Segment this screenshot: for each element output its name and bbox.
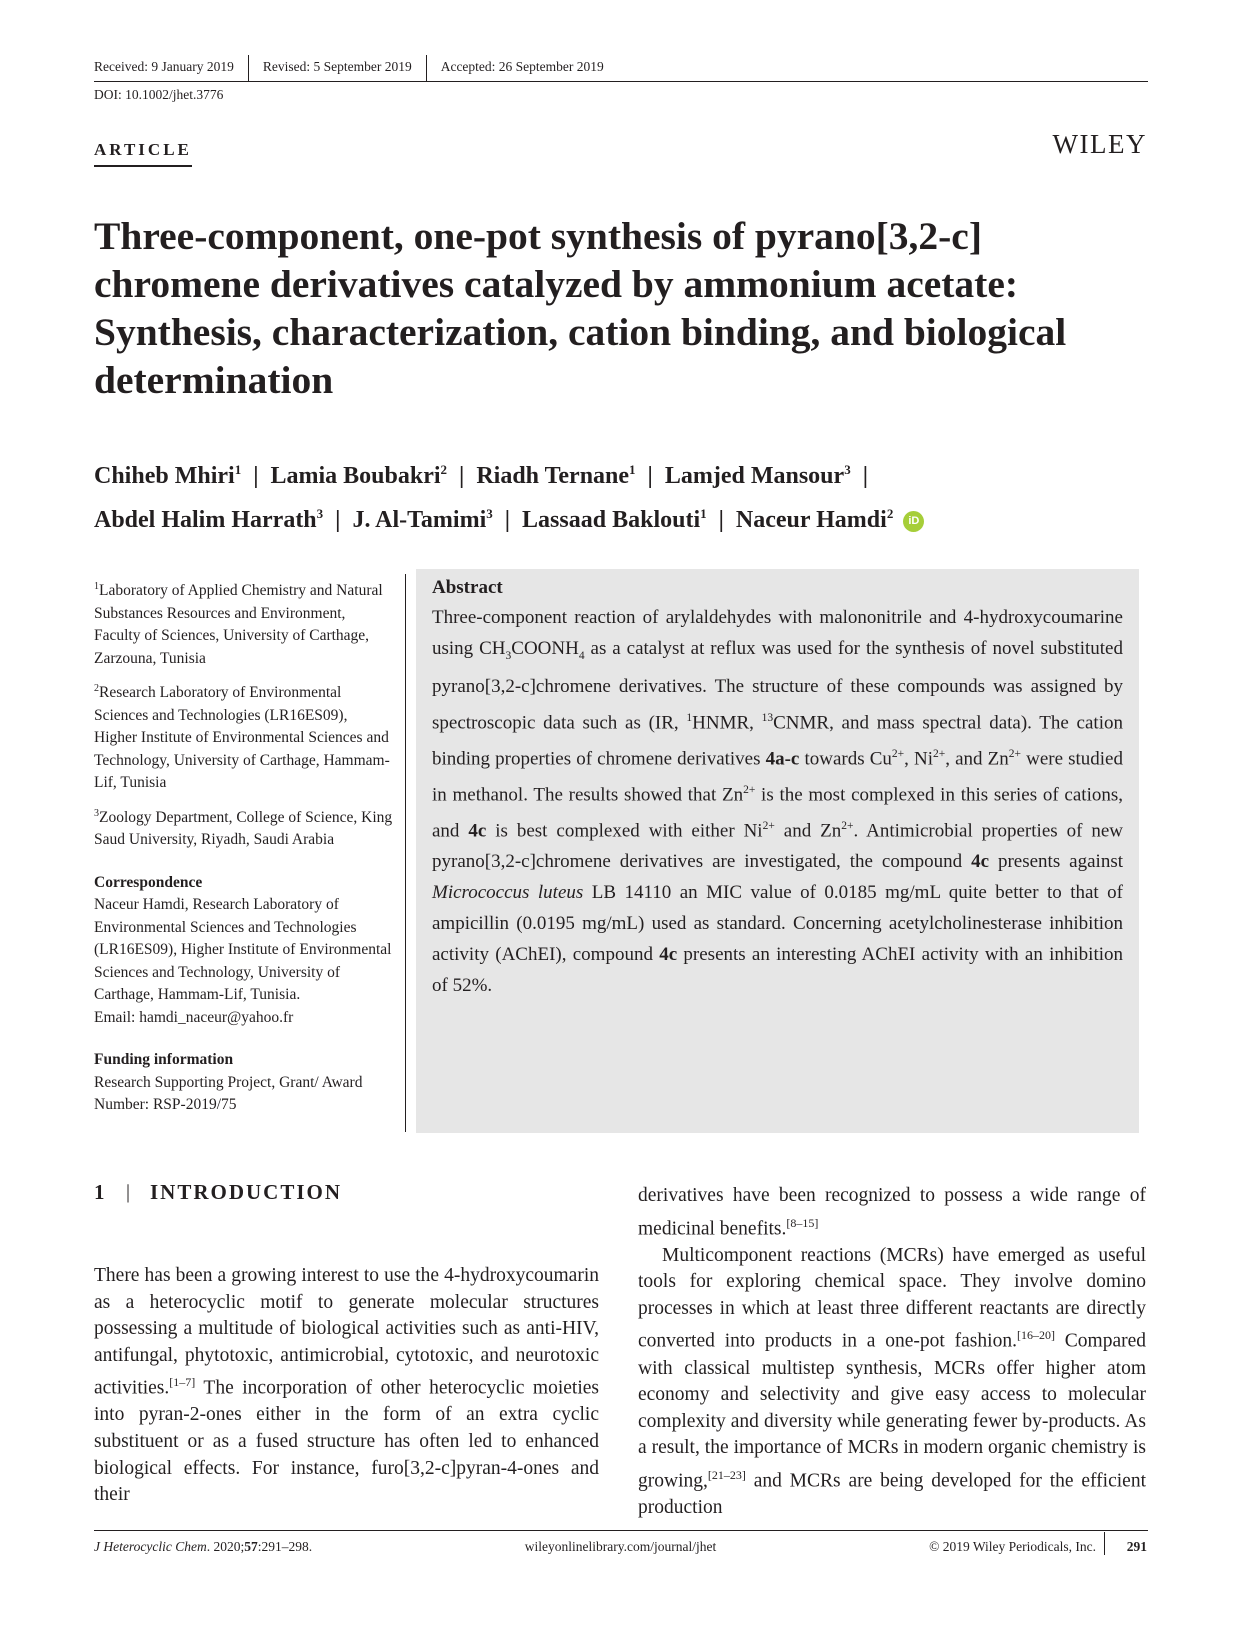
abstract-text: Three-component reaction of arylaldehydes with malononitrile and 4-hydroxycoumarine using $CH_3COONH_4$ as a catalyst at reflux was used for the synthesis of novel substituted pyrano[3,2-c]chromene derivatives. The structure of these compounds was assigned by spectroscopic data such as (IR, $^1$HNMR, $^{13}$CNMR, and mass spectral data). The cation binding properties of chromene derivatives 4a-c towards $Cu^{2+}$, $Ni^{2+}$, and $Zn^{2+}$ were studied in methanol. The results showed that $Zn^{2+}$ is the most complexed in this series of cations, and 4c is best complexed with either $Ni^{2+}$ and $Zn^{2+}$. Antimicrobial properties of new pyrano[3,2-c]chromene derivatives are investigated, the compound 4c presents against Micrococcus luteus LB 14110 an MIC value of 0.0185 mg/mL quite better to that of ampicillin (0.0195 mg/mL) used as standard. Concerning acetylcholinesterase inhibition activity (AChEI), compound 4c presents an interesting AChEI activity with an inhibition of 52%.: [432, 607, 1124, 997]
section-number: 1: [94, 1180, 107, 1204]
author-name: J. Al-Tamimi: [352, 507, 487, 533]
revised-date: Revised: 5 September 2019: [249, 55, 427, 81]
footer-rule: [94, 1530, 1148, 1531]
paragraph: derivatives have been recognized to possess a wide range of medicinal benefits.[8–15]: [638, 1185, 1146, 1240]
affiliation-number: 2: [94, 683, 99, 695]
copyright: © 2019 Wiley Periodicals, Inc.: [929, 1539, 1096, 1554]
author-affiliation-mark: 3: [844, 462, 851, 477]
citation-link[interactable]: [8–15]: [786, 1215, 819, 1230]
citation-link[interactable]: [1–7]: [169, 1375, 196, 1390]
received-date: Received: 9 January 2019: [94, 55, 249, 81]
affiliation-text: Zoology Department, College of Science, King Saud University, Riyadh, Saudi Arabia: [94, 808, 393, 849]
accepted-date: Accepted: 26 September 2019: [440, 59, 604, 74]
affiliation-text: Laboratory of Applied Chemistry and Natural Substances Resources and Environment, Faculty of Sciences, University of Carthage, Zarzouna, Tunisia: [94, 582, 383, 667]
citation-link[interactable]: [16–20]: [1016, 1328, 1055, 1343]
author-name: Lamia Boubakri: [270, 463, 441, 489]
correspondence-heading: Correspondence: [94, 873, 203, 891]
author-affiliation-mark: 2: [886, 506, 894, 521]
affiliations-column: [94, 576, 394, 1117]
orcid-icon[interactable]: iD: [903, 511, 924, 532]
funding-heading: Funding information: [94, 1051, 234, 1069]
article-type-label: ARTICLE: [94, 140, 192, 167]
author-affiliation-mark: 3: [316, 506, 324, 521]
column-divider: [405, 574, 406, 1132]
citation-link[interactable]: [21–23]: [707, 1467, 746, 1482]
author-name: Riadh Ternane: [476, 463, 630, 489]
section-separator: |: [126, 1181, 131, 1203]
publisher-logo: WILEY: [1052, 129, 1147, 159]
affiliation-number: 3: [94, 807, 99, 819]
paper-title: Three-component, one-pot synthesis of pyrano[3,2-c] chromene derivatives catalyzed by ammonium acetate: Synthesis, characterization, cation binding, and biological determination: [94, 214, 1067, 402]
author-name: Lassaad Baklouti: [522, 507, 701, 533]
footer-divider: [1104, 1532, 1105, 1555]
author-affiliation-mark: 1: [629, 462, 636, 477]
section-title: INTRODUCTION: [150, 1180, 343, 1204]
affiliation-text: Research Laboratory of Environmental Sciences and Technologies (LR16ES09), Higher Institute of Environmental Sciences and Technology, University of Carthage, Hammam-Lif, Tunisia: [94, 684, 390, 792]
abstract-heading: Abstract: [432, 577, 503, 598]
author-name: Naceur Hamdi: [735, 507, 887, 533]
publication-dates: [94, 55, 1148, 82]
page-number: 291: [1126, 1539, 1147, 1554]
author-affiliation-mark: 2: [440, 462, 448, 477]
correspondence-text: Naceur Hamdi, Research Laboratory of Environmental Sciences and Technologies (LR16ES09), Higher Institute of Environmental Sciences and Technology, University of Carthage, Hammam-Lif, Tunisia.: [94, 896, 392, 1004]
intro-left-column: There has been a growing interest to use the 4-hydroxycoumarin as a heterocyclic motif to generate molecular structures possessing a multitude of biological activities such as anti-HIV, antifungal, phytotoxic, antimicrobial, cytotoxic, and neurotoxic activities.[1–7] The incorporation of other heterocyclic moieties into pyran-2-ones either in the form of an extra cyclic substituent or as a fused structure has often led to enhanced biological effects. For instance, furo[3,2-c]pyran-4-ones and their: [94, 1265, 599, 1506]
author-name: Lamjed Mansour: [664, 463, 845, 489]
doi: DOI: 10.1002/jhet.3776: [94, 87, 224, 102]
journal-citation: J Heterocyclic Chem. 2020;57:291–298.: [94, 1539, 313, 1554]
correspondence-email[interactable]: Email: hamdi_naceur@yahoo.fr: [94, 1008, 294, 1026]
affiliation: [94, 803, 394, 852]
author-affiliation-mark: 1: [234, 462, 242, 477]
intro-right-column: [638, 1183, 1146, 1522]
affiliation-number: 1: [94, 581, 99, 592]
author-name: Abdel Halim Harrath: [94, 507, 317, 533]
affiliation: [94, 678, 394, 795]
paragraph: Multicomponent reactions (MCRs) have emerged as useful tools for exploring chemical space. They involve domino processes in which at least three different reactants are directly converted into products in a one-pot fashion.[16–20] Compared with classical multistep synthesis, MCRs offer higher atom economy and selectivity and give easy access to molecular complexity and diversity while generating fewer by-products. As a result, the importance of MCRs in modern organic chemistry is growing,[21–23] and MCRs are being developed for the efficient production: [638, 1244, 1146, 1519]
affiliation: [94, 576, 394, 670]
journal-url[interactable]: wileyonlinelibrary.com/journal/jhet: [524, 1539, 717, 1554]
author-name: Chiheb Mhiri: [94, 463, 235, 489]
author-affiliation-mark: 1: [700, 506, 707, 521]
author-affiliation-mark: 3: [486, 506, 493, 521]
funding-text: Research Supporting Project, Grant/ Award Number: RSP-2019/75: [94, 1073, 363, 1114]
author-list: Chiheb Mhiri$^1$ | Lamia Boubakri$^2$ | Riadh Ternane$^1$ | Lamjed Mansour$^3$ | Abdel Halim Harrath$^3$ | J. Al-Tamimi$^3$ | Lassaad Baklouti$^1$ | Naceur Hamdi$^2$ iD: [94, 451, 1154, 539]
